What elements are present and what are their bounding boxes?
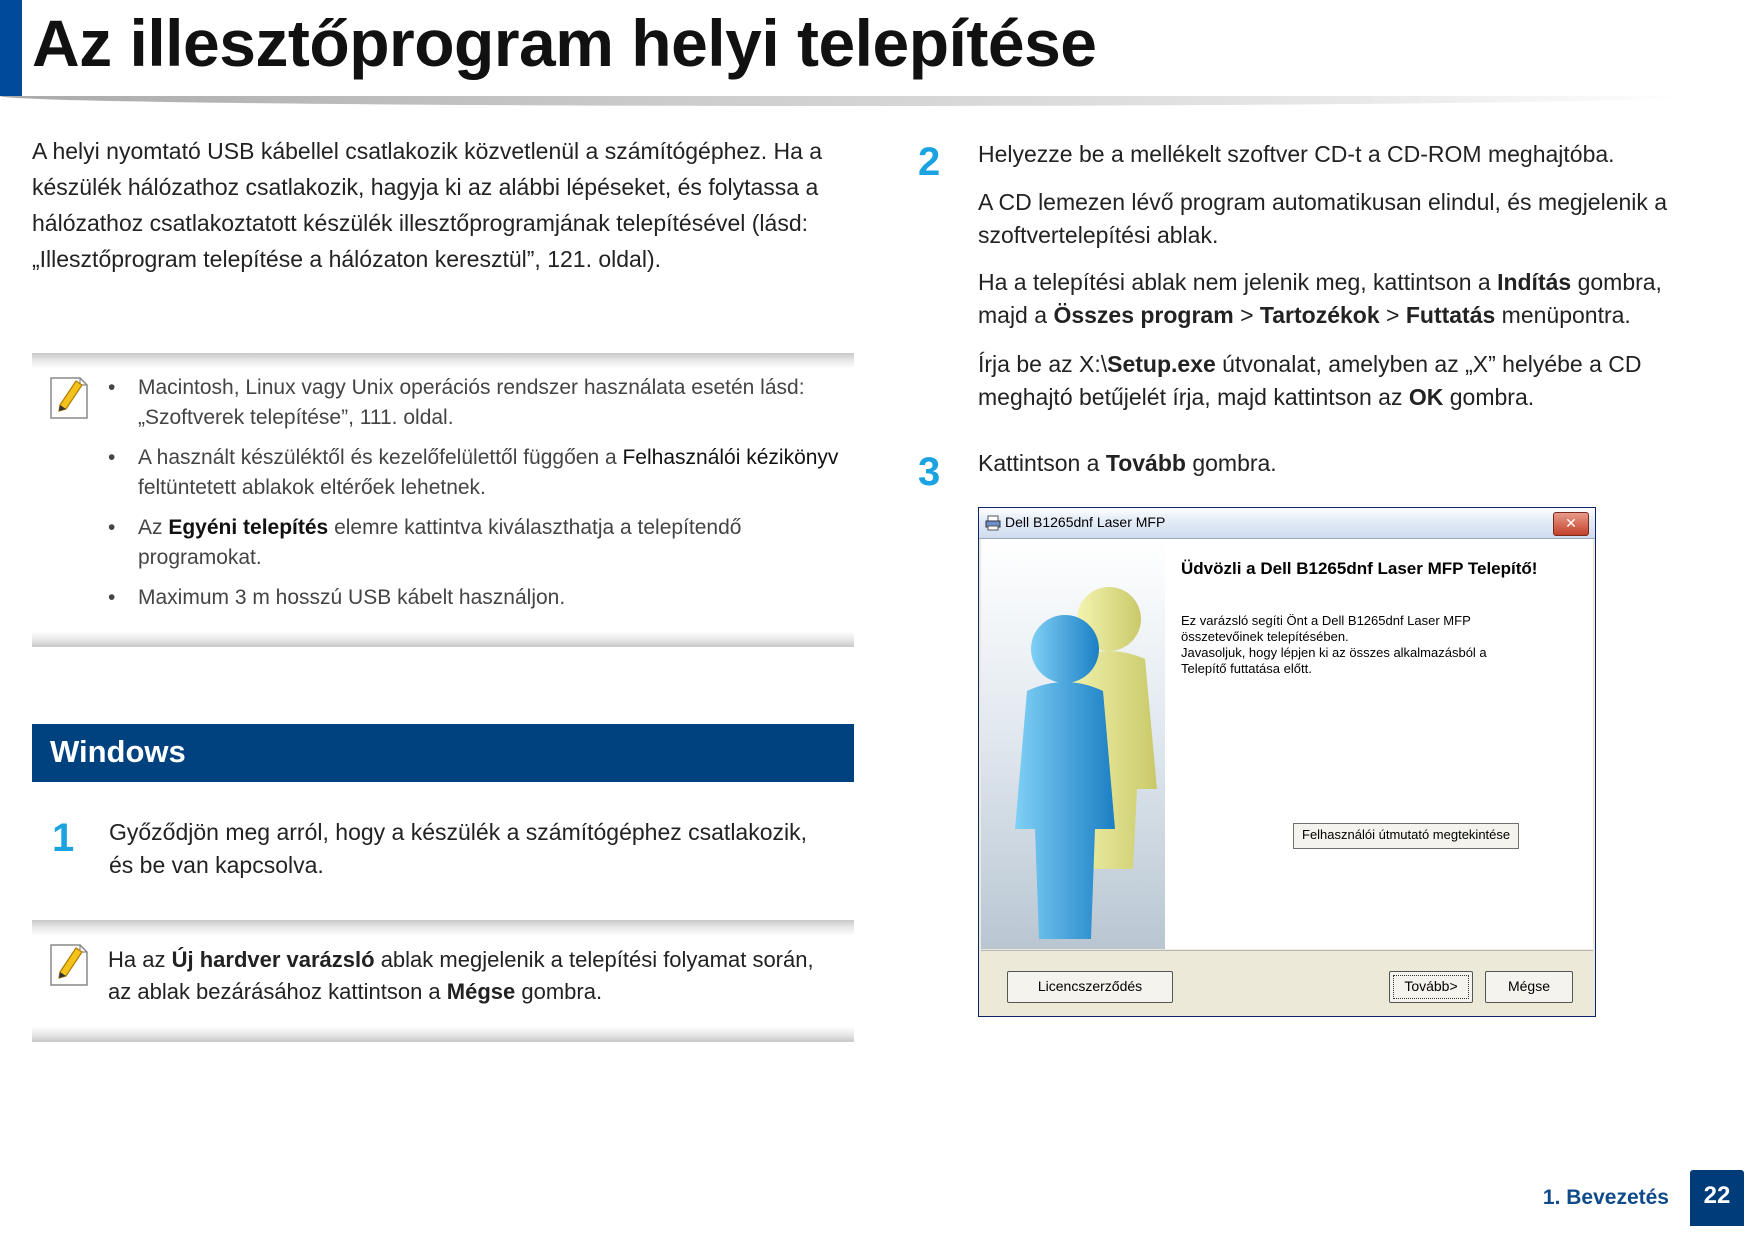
custom-install-label: Egyéni telepítés: [168, 516, 329, 539]
step-3-text-part: gombra.: [1185, 450, 1277, 476]
note-box-1: [32, 353, 854, 647]
title-accent-bar: [0, 0, 22, 96]
dialog-illustration: [981, 539, 1165, 949]
step-2-p4-text: gombra.: [1443, 384, 1535, 410]
section-header-windows: Windows: [32, 724, 854, 782]
step-2-p1: Helyezze be a mellékelt szoftver CD-t a CD-ROM meghajtóba.: [978, 141, 1615, 167]
note-1-item: [108, 513, 846, 573]
step-2-p4-text: útvonalat, amelyben az „X” helyébe a CD meghajtó betűjelét írja, majd kattintson az: [978, 351, 1642, 410]
dialog-title: Dell B1265dnf Laser MFP: [1005, 514, 1166, 530]
page-number-badge: 22: [1690, 1170, 1744, 1226]
dialog-body-line: Javasoljuk, hogy lépjen ki az összes alkalmazásból a: [1181, 645, 1487, 660]
new-hardware-wizard-label: Új hardver varázsló: [171, 947, 375, 972]
step-2-p3: [978, 266, 1718, 332]
ok-label: OK: [1408, 384, 1444, 410]
run-label: Futtatás: [1405, 302, 1496, 328]
step-1-text: Győződjön meg arról, hogy a készülék a számítógéphez csatlakozik, és be van kapcsolva.: [109, 819, 808, 878]
note-1-item-text: Az: [138, 516, 169, 539]
note-1-item-text: Maximum 3 m hosszú USB kábelt használjon.: [138, 586, 566, 609]
note-2-text-part: gombra.: [515, 979, 603, 1004]
user-guide-reference: Felhasználói kézikönyv: [622, 446, 839, 469]
step-2-p3-text: menüpontra.: [1495, 302, 1631, 328]
page-title: Az illesztőprogram helyi telepítése: [32, 6, 1097, 80]
setup-exe-label: Setup.exe: [1107, 351, 1216, 377]
close-icon[interactable]: ✕: [1553, 512, 1589, 536]
license-agreement-button[interactable]: Licencszerződés: [1007, 971, 1173, 1003]
accessories-label: Tartozékok: [1259, 302, 1380, 328]
dialog-titlebar: [979, 508, 1595, 539]
dialog-heading: Üdvözli a Dell B1265dnf Laser MFP Telepítő!: [1181, 559, 1538, 578]
step-2-p2: A CD lemezen lévő program automatikusan elindul, és megjelenik a szoftvertelepítési ablak.: [978, 189, 1668, 248]
step-3-text-part: Kattintson a: [978, 450, 1106, 476]
note-1-item-text: A használt készüléktől és kezelőfelülettől függően a: [138, 446, 623, 469]
step-1-number: 1: [52, 816, 75, 860]
dialog-button-bar: [981, 950, 1593, 1014]
next-button[interactable]: Tovább>: [1389, 971, 1473, 1003]
note-2-text: [108, 944, 838, 1008]
view-user-guide-button[interactable]: Felhasználói útmutató megtekintése: [1293, 823, 1519, 849]
note-2-text-part: Ha az: [108, 947, 172, 972]
step-2-p4-text: Írja be az X:\: [978, 351, 1108, 377]
note-1-item: [108, 443, 846, 503]
note-1-item: [108, 583, 846, 613]
start-label: Indítás: [1497, 269, 1572, 295]
title-divider: [0, 96, 1690, 106]
installer-dialog: [978, 507, 1596, 1017]
footer-chapter: 1. Bevezetés: [1542, 1186, 1669, 1209]
cancel-button[interactable]: Mégse: [1485, 971, 1573, 1003]
note-1-item-text: Macintosh, Linux vagy Unix operációs rendszer használata esetén lásd: „Szoftverek telepítése”, 111. oldal.: [138, 376, 805, 429]
dialog-body-line: összetevőinek telepítésében.: [1181, 629, 1349, 644]
all-programs-label: Összes program: [1053, 302, 1234, 328]
step-3-text: [978, 447, 1718, 480]
note-pencil-icon: [48, 942, 90, 988]
printer-app-icon: [985, 515, 1001, 531]
note-2-text-part: ablak megjelenik a telepítési folyamat során, az ablak bezárásához kattintson a: [108, 947, 814, 1004]
note-1-item-text: feltüntetett ablakok eltérőek lehetnek.: [138, 476, 486, 499]
note-1-list: [108, 373, 846, 623]
note-1-item: [108, 373, 846, 433]
step-2-p3-text: >: [1233, 302, 1260, 328]
next-label: Tovább: [1105, 450, 1186, 476]
people-icon: [981, 539, 1165, 949]
step-2-p3-text: Ha a telepítési ablak nem jelenik meg, kattintson a: [978, 269, 1498, 295]
note-pencil-icon: [48, 375, 90, 421]
step-2-p4: [978, 348, 1718, 414]
step-2-p3-text: >: [1379, 302, 1406, 328]
dialog-body: [1181, 613, 1581, 677]
step-2-number: 2: [918, 140, 941, 184]
step-3-number: 3: [918, 450, 941, 494]
dialog-body-line: Telepítő futtatása előtt.: [1181, 661, 1312, 676]
dialog-content: [1165, 539, 1593, 949]
cancel-label: Mégse: [446, 979, 516, 1004]
note-box-2: [32, 920, 854, 1042]
step-2-p3-text: gombra, majd a: [978, 269, 1662, 328]
note-1-item-text: elemre kattintva kiválaszthatja a telepítendő programokat.: [138, 516, 742, 569]
intro-paragraph: A helyi nyomtató USB kábellel csatlakozik közvetlenül a számítógéphez. Ha a készülék hálózathoz csatlakozik, hagyja ki az alábbi lépéseket, és folytassa a hálózathoz csatlakoztatott készülék illesztőprogramjának telepítésével (lásd: „Illesztőprogram telepítése a hálózaton keresztül”, 121. oldal).: [32, 138, 823, 272]
dialog-body-line: Ez varázsló segíti Önt a Dell B1265dnf Laser MFP: [1181, 613, 1471, 628]
